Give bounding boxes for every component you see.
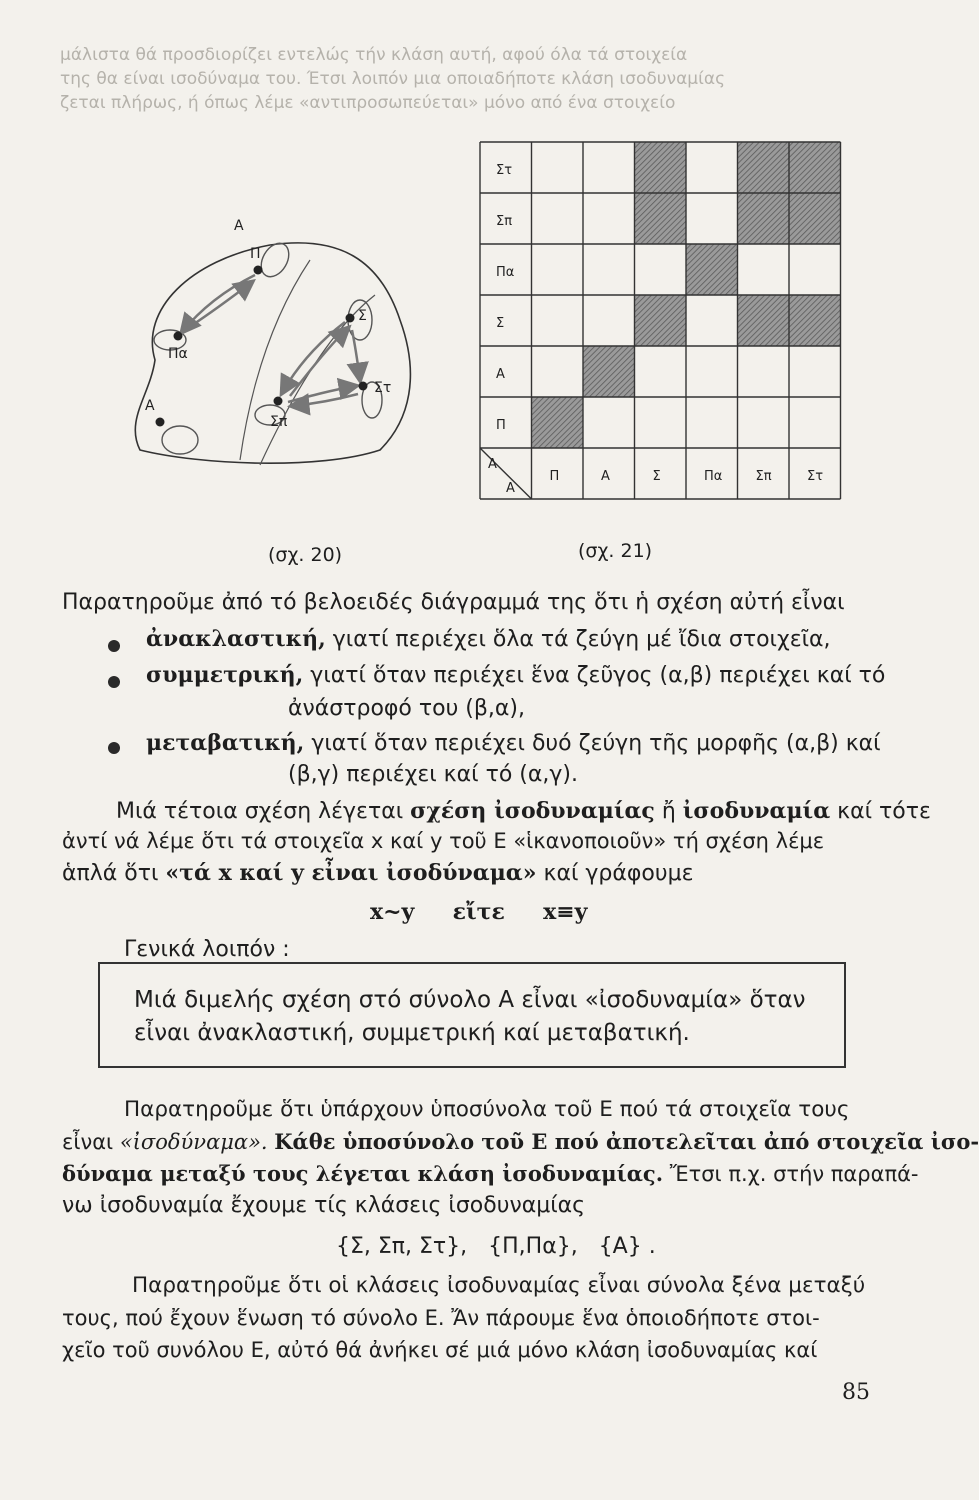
point-label: Πα [168,346,188,362]
paragraph-2-line-3 [62,858,693,889]
bullet-dot [108,742,120,754]
definition-line-2: εἶναι ἀνακλαστική, συμμετρική καί μεταβατική. [134,1020,690,1046]
reflexive-text: γιατί περιέχει ὅλα τά ζεύγη μέ ἴδια στοιχεῖα, [332,627,831,652]
transitive-line-2: (β,γ) περιέχει καί τό (α,γ). [288,762,578,787]
figure-20-arrow-diagram [100,200,460,490]
intro-line: Παρατηροῦμε ἀπό τό βελοειδές διάγραμμά της ὅτι ἡ σχέση αὐτή εἶναι [62,590,845,615]
col-label: Π [549,469,560,484]
row-label: Σπ [496,214,513,229]
text-span: εἶναι [62,1130,114,1154]
reflexive-term: ἀνακλαστική, [146,626,326,652]
corner-label: A [506,481,515,496]
symmetric-line [146,660,885,691]
point-label: Σπ [270,414,288,430]
text-span: ἁπλά ὅτι [62,861,159,886]
shaded-cell [738,193,790,244]
col-label: Σπ [755,469,772,484]
shaded-cell [789,295,841,346]
formula: x~y εἴτε x≡y [370,899,588,925]
bleed-line: της θα είναι ισοδύναμα του. Έτσι λοιπόν μια οποιαδήποτε κλάση ισοδυναμίας [60,69,726,89]
paragraph-2-line-2: ἀντί νά λέμε ὅτι τά στοιχεῖα x καί y τοῦ E «ἱκανοποιοῦν» τή σχέση λέμε [62,829,825,853]
shaded-cell [789,142,841,193]
shaded-cell [738,295,790,346]
point-label: Στ [374,380,392,396]
paragraph-4-line-2: τους, πού ἔχουν ἕνωση τό σύνολο E. Ἄν πάρουμε ἕνα ὁποιοδήποτε στοι- [62,1306,820,1330]
term-equivalence-class: δύναμα μεταξύ τους λέγεται κλάση ἰσοδυναμίας. [62,1161,664,1186]
shaded-cell [532,397,584,448]
italic-term: «ἰσοδύναμα». [119,1130,268,1154]
bold-definition: Κάθε ὑποσύνολο τοῦ E πού ἀποτελεῖται ἀπό στοιχεῖα ἰσο- [274,1129,979,1154]
shaded-cell [583,346,635,397]
text-span: ἤ [661,799,676,824]
bleed-line: ζεται πλήρως, ή όπως λέμε «αντιπροσωπεύεται» μόνο από ένα στοιχείο [60,93,676,113]
text-span: καί γράφουμε [543,861,694,886]
set-label: A [234,218,244,234]
col-label: Σ [652,469,661,484]
symmetric-line-2: ἀνάστροφό του (β,α), [288,696,525,721]
classes-formula: {Σ, Σπ, Στ}, {Π,Πα}, {A} . [336,1234,656,1259]
row-label: A [496,367,505,382]
transitive-text: γιατί ὅταν περιέχει δυό ζεύγη τῆς μορφῆς (α,β) καί [311,731,881,756]
bullet-dot [108,676,120,688]
figure-21-grid [478,140,858,505]
paragraph-3-line-1: Παρατηροῦμε ὅτι ὑπάρχουν ὑποσύνολα τοῦ E πού τά στοιχεῖα τους [124,1097,850,1122]
corner-label: A [488,457,497,472]
col-label: A [601,469,610,484]
paragraph-2-line-1 [116,796,931,827]
paragraph-3-line-2 [62,1127,979,1157]
text-span: Μιά τέτοια σχέση λέγεται [116,799,404,824]
figure-20-caption: (σχ. 20) [268,544,343,566]
transitive-term: μεταβατική, [146,730,305,756]
shaded-cell [635,142,687,193]
symmetric-term: συμμετρική, [146,662,304,688]
definition-line-1: Μιά διμελής σχέση στό σύνολο A εἶναι «ἰσοδυναμία» ὅταν [134,987,806,1013]
col-label: Στ [807,469,824,484]
col-label: Πα [704,469,723,484]
row-label: Πα [496,265,515,280]
transitive-line [146,728,881,759]
shaded-cell [635,193,687,244]
text-span: καί τότε [837,799,931,824]
bleed-through-text [60,44,850,116]
row-label: Σ [496,316,505,331]
shaded-cell [635,295,687,346]
bleed-line: μάλιστα θά προσδιορίζει εντελώς τήν κλάση αυτή, αφού όλα τά στοιχεία [60,45,688,65]
page-number: 85 [842,1380,870,1405]
general-heading: Γενικά λοιπόν : [124,937,290,962]
text-span: Ἔτσι π.χ. στήν παραπά- [669,1162,919,1186]
shaded-cell [789,193,841,244]
term-equivalent: «τά x καί y εἶναι ἰσοδύναμα» [165,860,537,886]
row-label: Π [496,418,506,433]
paragraph-3-line-3 [62,1159,919,1189]
definition-box [98,962,846,1068]
reflexive-line [146,624,831,655]
term-equivalence: ἰσοδυναμία [682,798,831,824]
shaded-cell [738,142,790,193]
paragraph-4-line-3: χεῖο τοῦ συνόλου E, αὐτό θά ἀνήκει σέ μιά μόνο κλάση ἰσοδυναμίας καί [62,1338,818,1362]
figure-21-caption: (σχ. 21) [578,540,653,562]
term-equivalence-relation: σχέση ἰσοδυναμίας [410,798,655,824]
point-label: Π [250,246,261,262]
row-label: Στ [496,163,513,178]
paragraph-3-line-4: νω ἰσοδυναμία ἔχουμε τίς κλάσεις ἰσοδυναμίας [62,1193,586,1218]
symmetric-text: γιατί ὅταν περιέχει ἕνα ζεῦγος (α,β) περιέχει καί τό [310,663,886,688]
partition-line [240,260,310,460]
bullet-dot [108,640,120,652]
paragraph-4-line-1: Παρατηροῦμε ὅτι οἱ κλάσεις ἰσοδυναμίας εἶναι σύνολα ξένα μεταξύ [132,1273,866,1298]
point-label: A [145,398,155,414]
point-label: Σ [358,308,367,324]
shaded-cell [686,244,738,295]
